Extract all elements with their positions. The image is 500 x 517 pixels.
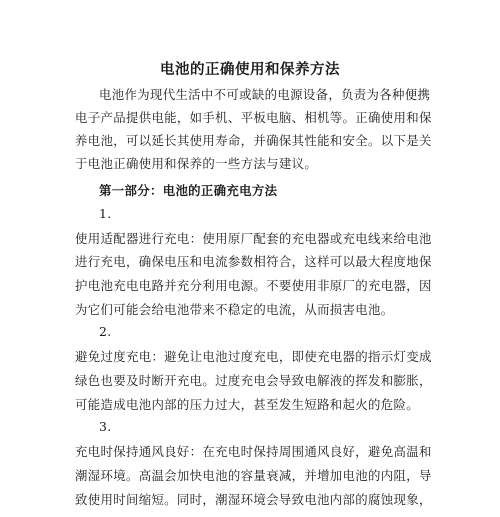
section-heading: 第一部分：电池的正确充电方法 [99,183,278,198]
item-line: 潮湿环境。高温会加快电池的容量衰减，并增加电池的内阻，导 [75,468,432,483]
intro-line: 于电池正确使用和保养的一些方法与建议。 [75,156,318,171]
intro-line: 电子产品提供电能，如手机、平板电脑、相机等。正确使用和保 [75,110,432,125]
item-line: 充电时保持通风良好：在充电时保持周围通风良好，避免高温和 [75,444,432,459]
item-line: 可能造成电池内部的压力过大，甚至发生短路和起火的危险。 [75,397,419,412]
item-number: 3. [99,419,112,434]
item-number: 2. [99,324,112,339]
item-line: 绿色也要及时断开充电。过度充电会导致电解液的挥发和膨胀， [75,373,432,388]
intro-line: 养电池，可以延长其使用寿命，并确保其性能和安全。以下是关 [75,133,432,148]
intro-line: 电池作为现代生活中不可或缺的电源设备，负责为各种便携 [99,87,431,102]
item-line: 护电池充电电路并充分利用电源。不要使用非原厂的充电器，因 [75,278,432,293]
item-number: 1. [99,206,112,221]
item-line: 为它们可能会给电池带来不稳定的电流，从而损害电池。 [75,302,394,317]
item-line: 进行充电，确保电压和电流参数相符合，这样可以最大程度地保 [75,254,432,269]
item-line: 使用适配器进行充电：使用原厂配套的充电器或充电线来给电池 [75,231,432,246]
item-line: 避免过度充电：避免让电池过度充电，即使充电器的指示灯变成 [75,349,432,364]
document-title: 电池的正确使用和保养方法 [160,61,340,78]
item-line: 致使用时间缩短。同时，潮湿环境会导致电池内部的腐蚀现象， [75,492,432,507]
